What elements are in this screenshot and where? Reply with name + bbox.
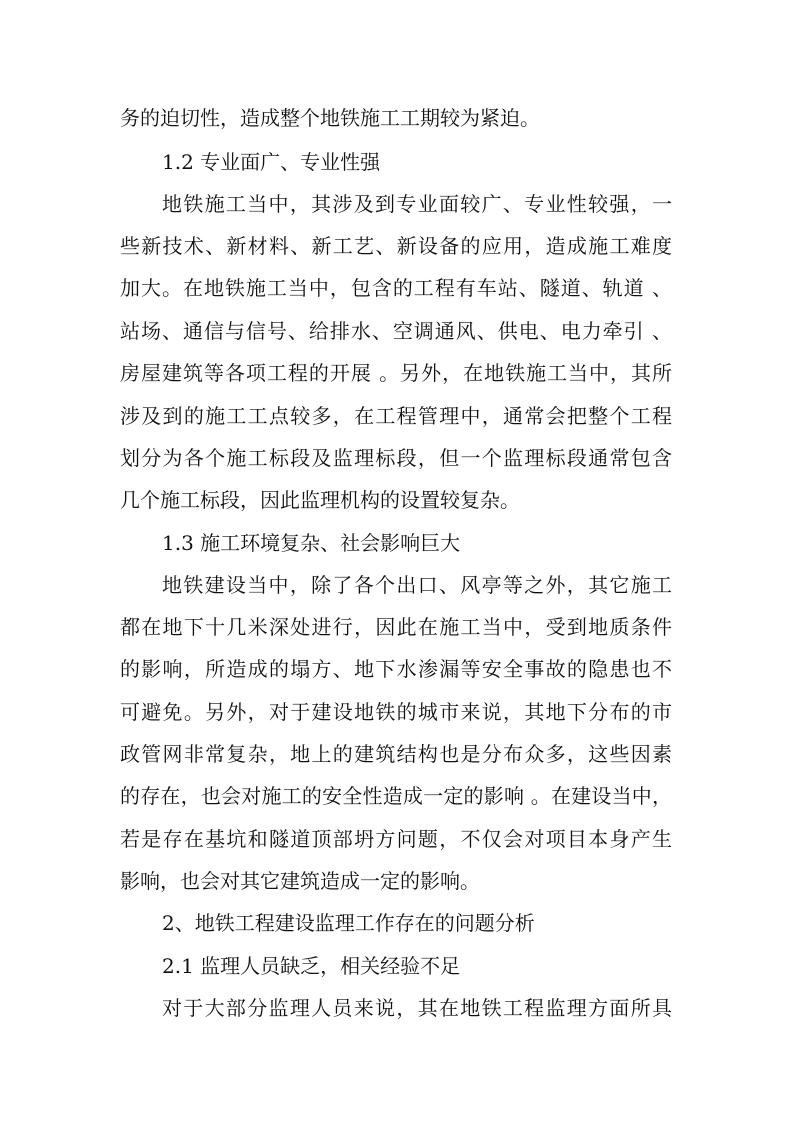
paragraph-line: 地铁建设当中，除了各个出口、风亭等之外，其它施工 (162, 573, 672, 597)
paragraph-line: 务的迫切性，造成整个地铁施工工期较为紧迫。 (120, 106, 540, 130)
paragraph-line: 站场、通信与信号、给排水、空调通风、供电、电力牵引 、 (120, 319, 672, 343)
paragraph-line: 地铁施工当中，其涉及到专业面较广、专业性较强，一 (162, 192, 672, 216)
paragraph-line: 加大。在地铁施工当中，包含的工程有车站、隧道、轨道 、 (120, 276, 672, 300)
paragraph-line: 涉及到的施工工点较多，在工程管理中，通常会把整个工程 (120, 404, 672, 428)
paragraph-line: 的存在，也会对施工的安全性造成一定的影响 。在建设当中， (120, 784, 672, 808)
paragraph-line: 的影响，所造成的塌方、地下水渗漏等安全事故的隐患也不 (120, 657, 672, 681)
paragraph-line: 都在地下十几米深处进行，因此在施工当中，受到地质条件 (120, 615, 672, 639)
paragraph-line: 可避免。另外，对于建设地铁的城市来说，其地下分布的市 (120, 700, 672, 724)
paragraph-line: 影响，也会对其它建筑造成一定的影响。 (120, 869, 480, 893)
paragraph-line: 划分为各个施工标段及监理标段，但一个监理标段通常包含 (120, 446, 672, 470)
paragraph-line: 几个施工标段，因此监理机构的设置较复杂。 (120, 488, 520, 512)
paragraph-line: 对于大部分监理人员来说，其在地铁工程监理方面所具 (162, 996, 672, 1020)
section-heading-2-1: 2.1 监理人员缺乏，相关经验不足 (162, 954, 461, 978)
paragraph-line: 些新技术、新材料、新工艺、新设备的应用，造成施工难度 (120, 234, 672, 258)
section-heading-1-3: 1.3 施工环境复杂、社会影响巨大 (162, 531, 461, 555)
section-heading-2: 2、地铁工程建设监理工作存在的问题分析 (162, 911, 535, 935)
paragraph-line: 若是存在基坑和隧道顶部坍方问题，不仅会对项目本身产生 (120, 827, 672, 851)
paragraph-line: 房屋建筑等各项工程的开展 。另外，在地铁施工当中，其所 (120, 361, 672, 385)
paragraph-line: 政管网非常复杂，地上的建筑结构也是分布众多，这些因素 (120, 742, 672, 766)
section-heading-1-2: 1.2 专业面广、专业性强 (162, 150, 381, 174)
